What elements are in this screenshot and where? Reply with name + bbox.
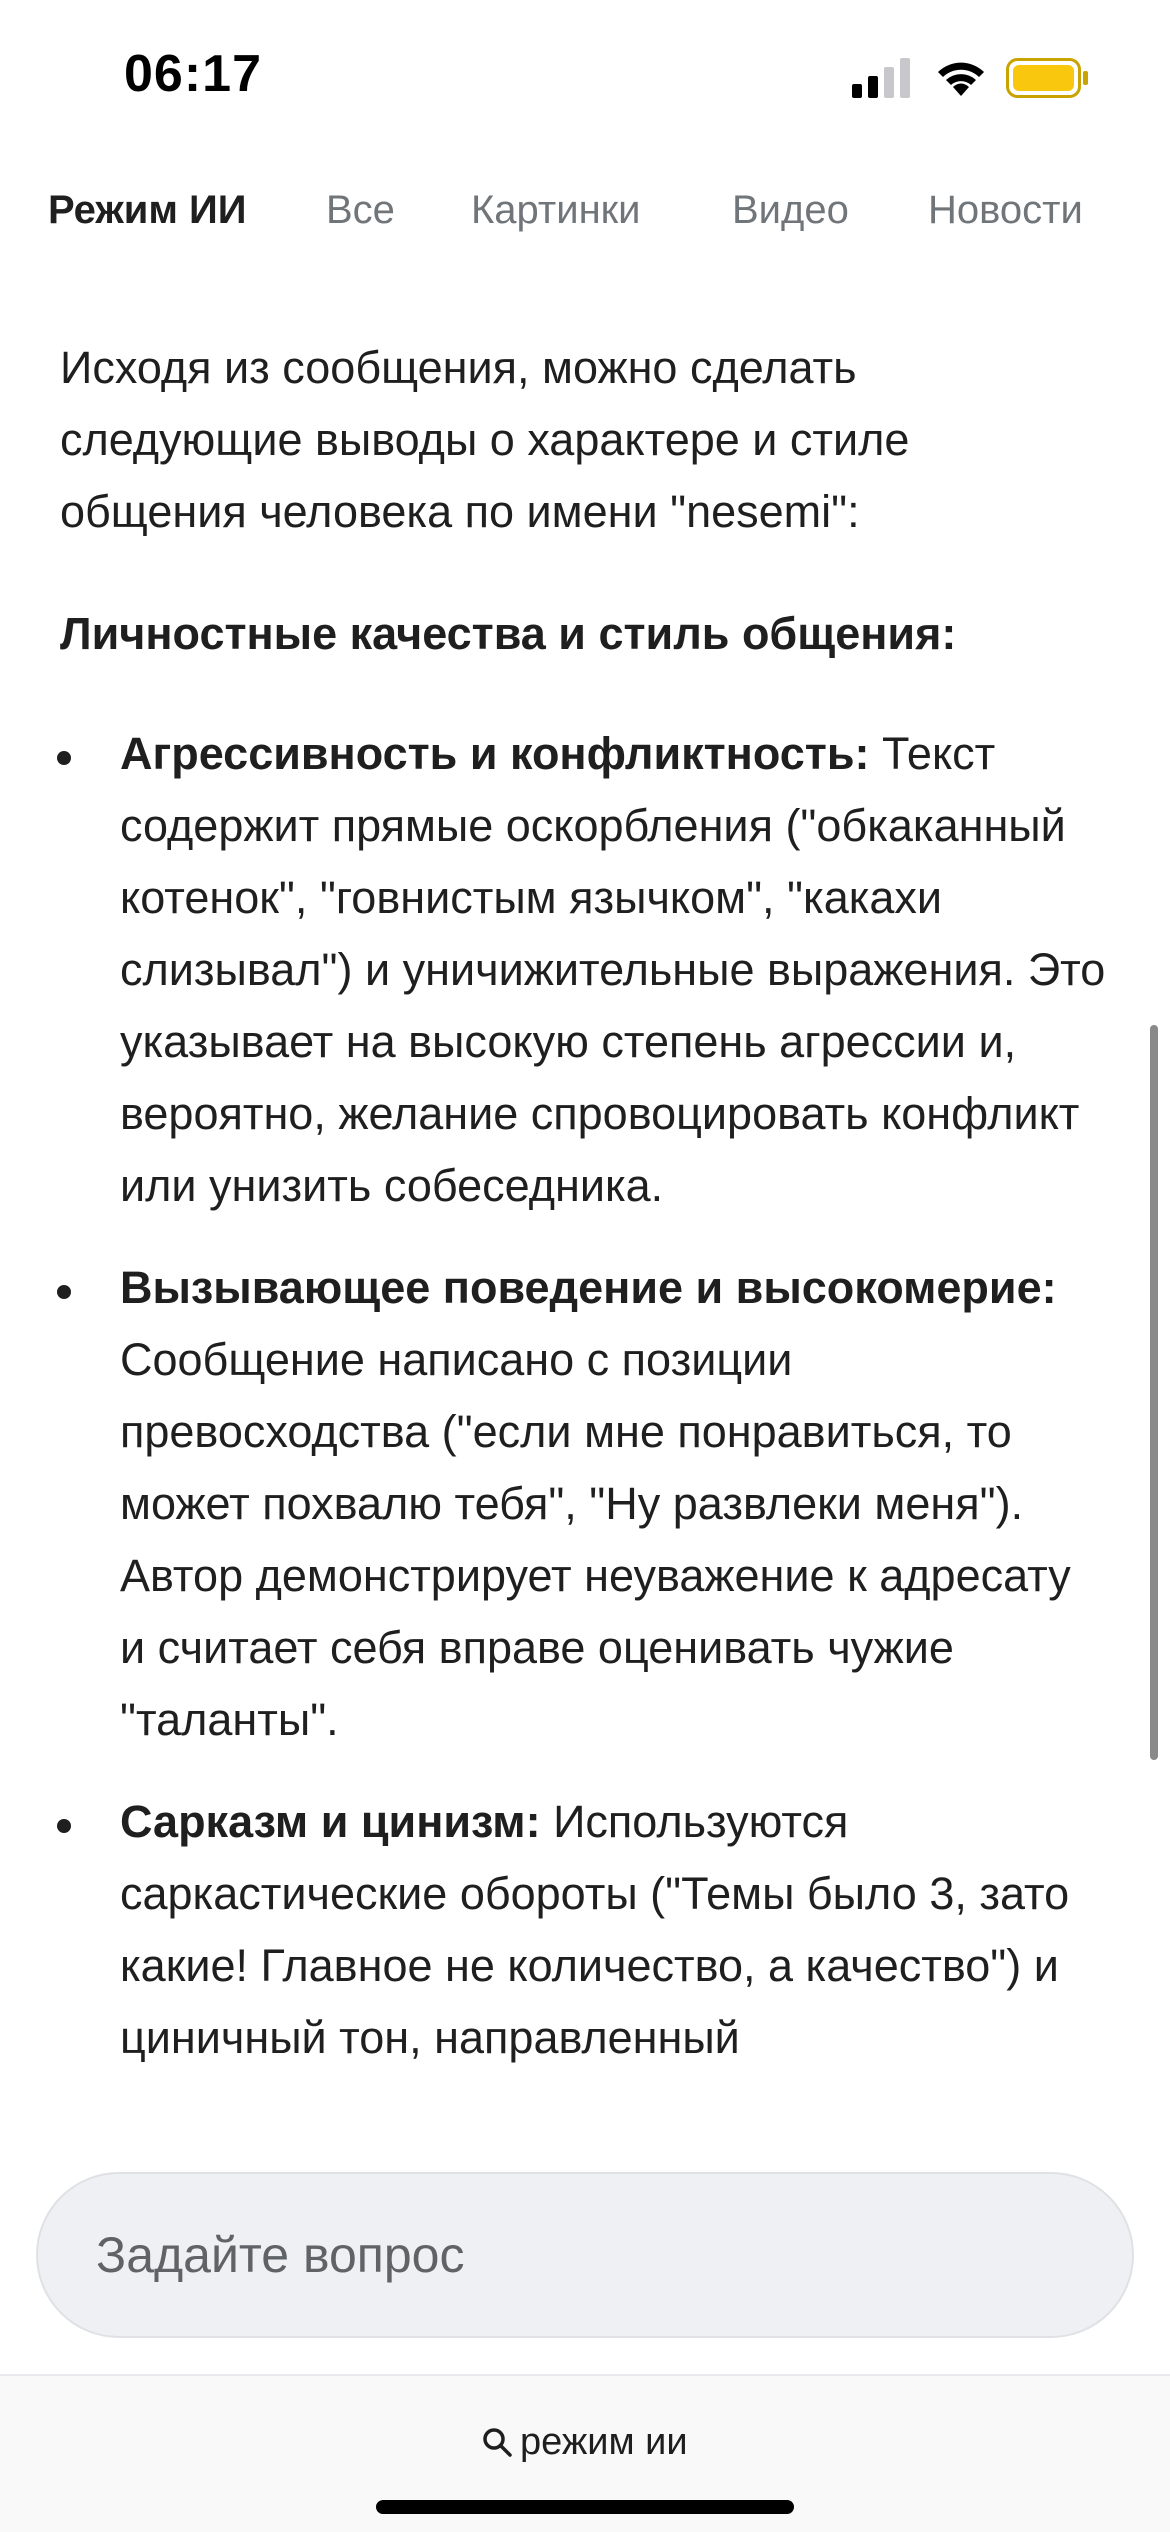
tab-images[interactable]: Картинки <box>471 188 641 232</box>
list-item <box>0 1786 1170 2074</box>
tab-videos[interactable]: Видео <box>732 188 849 232</box>
status-time: 06:17 <box>124 45 262 103</box>
status-bar <box>0 0 1170 150</box>
answer-bullet-list <box>0 718 1170 2104</box>
cellular-signal-icon <box>852 58 914 98</box>
bullet-dot <box>57 1819 71 1833</box>
bullet-dot <box>57 1285 71 1299</box>
answer-heading: Личностные качества и стиль общения: <box>60 608 957 659</box>
bullet-dot <box>57 751 71 765</box>
tab-ai-mode[interactable]: Режим ИИ <box>48 188 247 232</box>
tab-all[interactable]: Все <box>326 188 395 232</box>
list-item <box>0 718 1170 1222</box>
search-icon <box>480 2425 514 2459</box>
tab-news[interactable]: Новости <box>928 188 1083 232</box>
wifi-icon <box>934 56 988 96</box>
bullet-text: Сообщение написано с позиции превосходства ("если мне понравиться, то может похвалю тебя", "Ну развлеки меня"). Автор демонстрирует неуважение к адресату и считает себя вправе оценивать чужие "таланты". <box>120 1334 1071 1745</box>
battery-icon <box>1006 58 1090 98</box>
ai-mode-label: режим ии <box>520 2420 688 2463</box>
ai-answer <box>0 300 1170 2138</box>
ask-box[interactable] <box>36 2172 1134 2338</box>
bottom-bar <box>0 2374 1170 2532</box>
ai-mode-button[interactable] <box>480 2414 688 2470</box>
ask-input[interactable] <box>96 2174 1096 2336</box>
bullet-title: Сарказм и цинизм: <box>120 1796 541 1847</box>
scrollbar[interactable] <box>1150 1025 1158 1760</box>
bullet-text: Текст содержит прямые оскорбления ("обкаканный котенок", "говнистым язычком", "какахи слизывал") и уничижительные выражения. Это указывает на высокую степень агрессии и, вероятно, желание спровоцировать конфликт или унизить собеседника. <box>120 728 1106 1211</box>
home-indicator[interactable] <box>376 2500 794 2514</box>
bullet-title: Вызывающее поведение и высокомерие: <box>120 1262 1057 1313</box>
list-item <box>0 1252 1170 1756</box>
bullet-text: Используются саркастические обороты ("Темы было 3, зато какие! Главное не количество, а качество") и циничный тон, направленный <box>120 1796 1070 2063</box>
answer-intro: Исходя из сообщения, можно сделать следующие выводы о характере и стиле общения человека по имени "nesemi": <box>60 342 910 537</box>
bullet-title: Агрессивность и конфликтность: <box>120 728 870 779</box>
search-tabs <box>0 168 1170 258</box>
